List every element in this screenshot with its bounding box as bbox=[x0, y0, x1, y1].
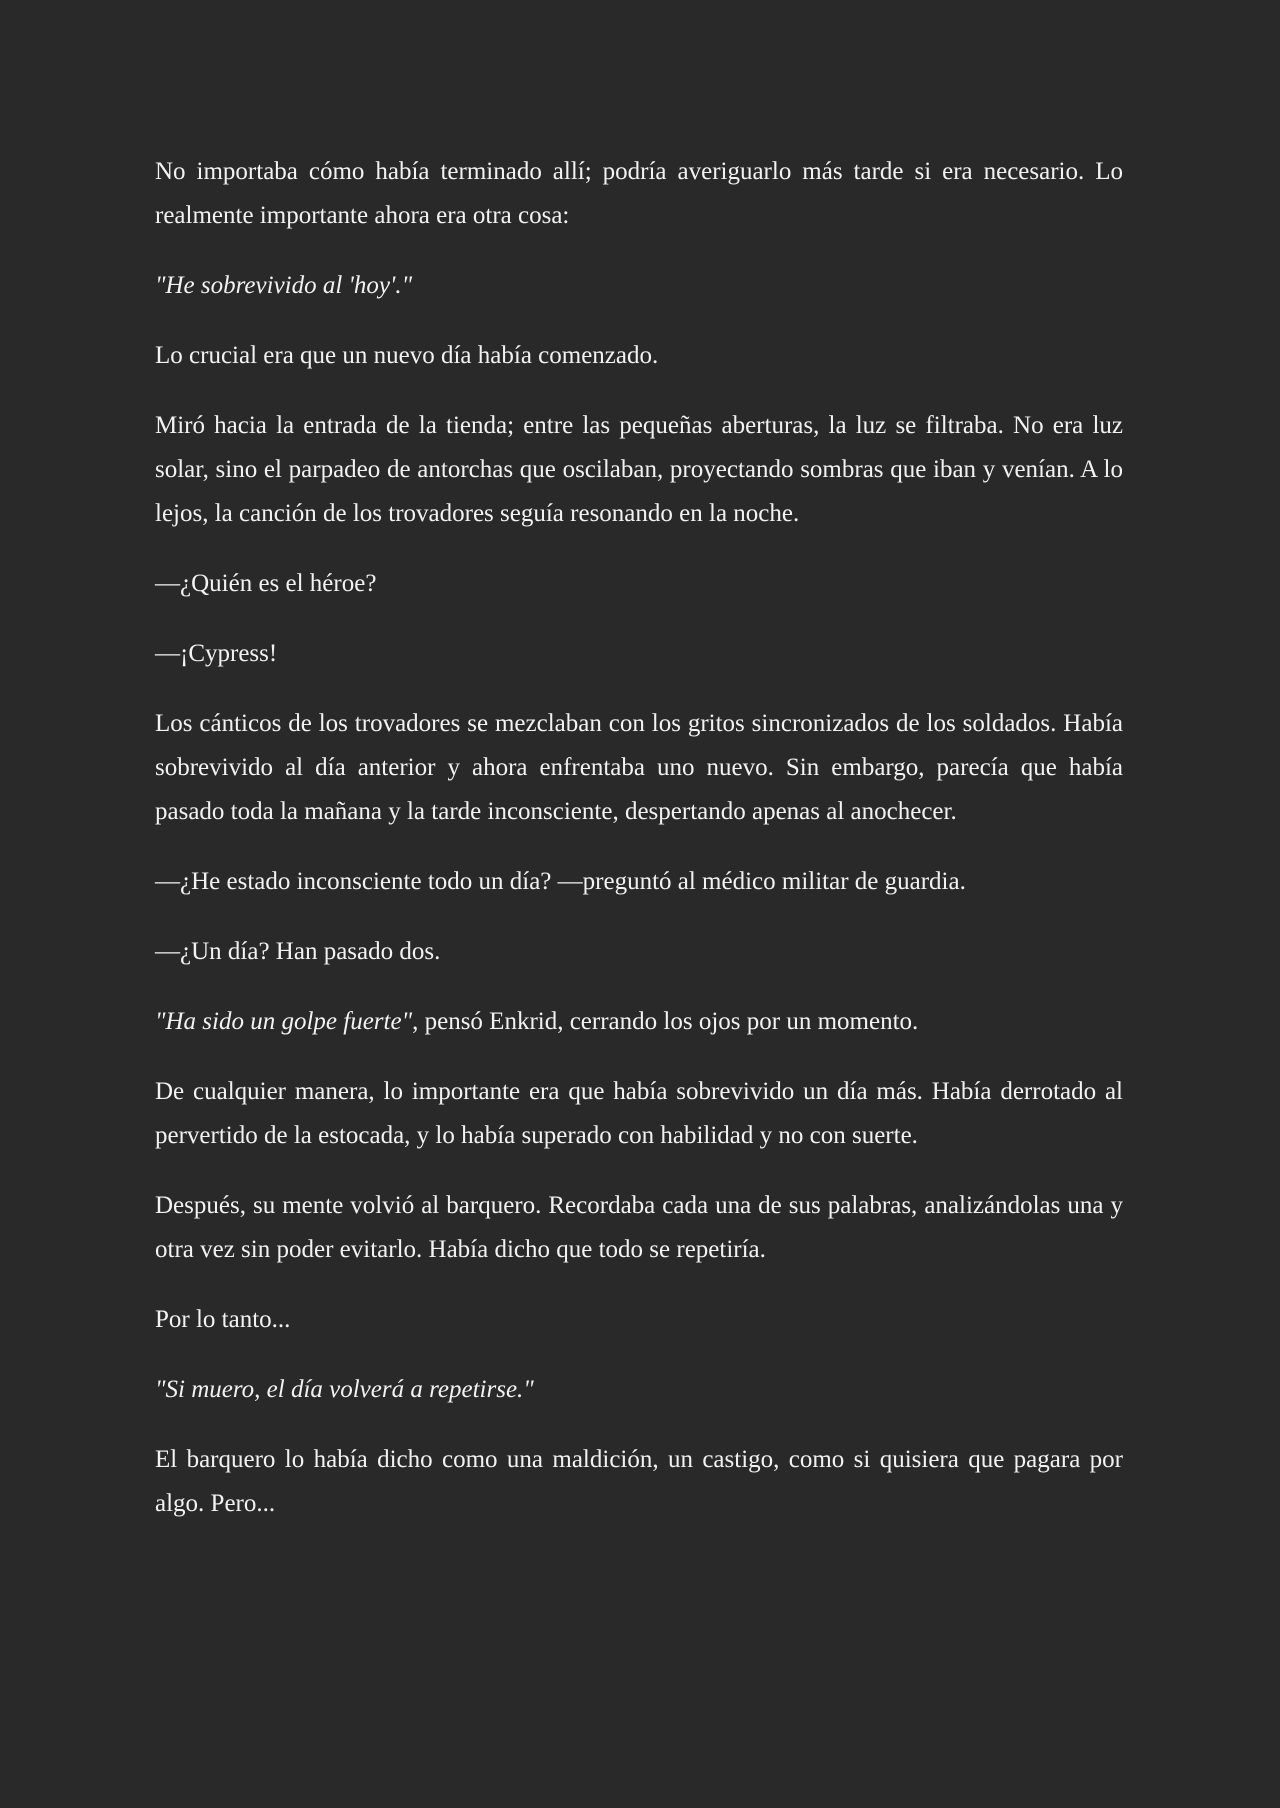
paragraph: Por lo tanto... bbox=[155, 1306, 291, 1333]
document-body bbox=[155, 150, 1123, 1552]
dialogue-line: —¿Quién es el héroe? bbox=[155, 570, 377, 597]
italic-text: "Ha sido un golpe fuerte" bbox=[155, 1008, 413, 1035]
italic-thought bbox=[155, 1368, 1123, 1412]
dialogue-line: —¡Cypress! bbox=[155, 640, 278, 667]
italic-thought bbox=[155, 264, 1123, 308]
paragraph: Lo crucial era que un nuevo día había comenzado. bbox=[155, 342, 659, 369]
paragraph: Miró hacia la entrada de la tienda; entre las pequeñas aberturas, la luz se filtraba. No era luz solar, sino el parpadeo de antorchas que oscilaban, proyectando sombras que iban y venían. A lo lejos, la canción de los trovadores seguía resonando en la noche. bbox=[155, 412, 1123, 527]
paragraph: Después, su mente volvió al barquero. Recordaba cada una de sus palabras, analizándolas una y otra vez sin poder evitarlo. Había dicho que todo se repetiría. bbox=[155, 1192, 1123, 1263]
paragraph: Los cánticos de los trovadores se mezclaban con los gritos sincronizados de los soldados. Había sobrevivido al día anterior y ahora enfrentaba uno nuevo. Sin embargo, parecía que había pasado toda la mañana y la tarde inconsciente, despertando apenas al anochecer. bbox=[155, 710, 1123, 825]
paragraph: De cualquier manera, lo importante era que había sobrevivido un día más. Había derrotado al pervertido de la estocada, y lo había superado con habilidad y no con suerte. bbox=[155, 1078, 1123, 1149]
paragraph: El barquero lo había dicho como una maldición, un castigo, como si quisiera que pagara por algo. Pero... bbox=[155, 1446, 1123, 1517]
paragraph-mixed bbox=[155, 1000, 1123, 1044]
italic-text: "He sobrevivido al 'hoy'." bbox=[155, 272, 413, 299]
paragraph: No importaba cómo había terminado allí; podría averiguarlo más tarde si era necesario. Lo realmente importante ahora era otra cosa: bbox=[155, 158, 1123, 229]
paragraph-text: , pensó Enkrid, cerrando los ojos por un momento. bbox=[412, 1008, 919, 1035]
dialogue-line: —¿He estado inconsciente todo un día? —preguntó al médico militar de guardia. bbox=[155, 868, 966, 895]
italic-text: "Si muero, el día volverá a repetirse." bbox=[155, 1376, 534, 1403]
dialogue-line: —¿Un día? Han pasado dos. bbox=[155, 938, 441, 965]
